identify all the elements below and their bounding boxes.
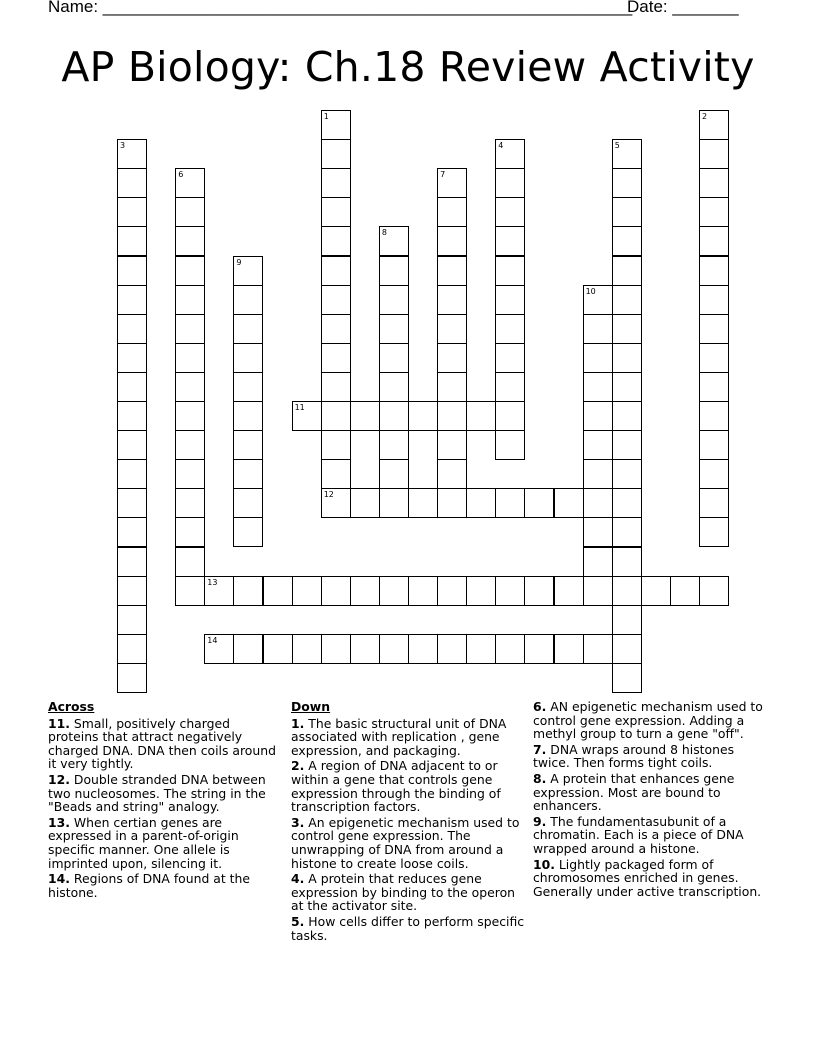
cell-number: 1 <box>323 112 329 121</box>
grid-cell[interactable] <box>408 576 438 606</box>
grid-cell[interactable] <box>437 314 467 344</box>
grid-cell[interactable] <box>117 663 147 693</box>
grid-cell[interactable] <box>437 226 467 256</box>
grid-cell[interactable] <box>583 517 613 547</box>
grid-cell[interactable] <box>233 285 263 315</box>
grid-cell[interactable] <box>437 372 467 402</box>
grid-cell[interactable] <box>321 168 351 198</box>
grid-cell[interactable] <box>699 314 729 344</box>
grid-cell[interactable] <box>699 488 729 518</box>
grid-cell[interactable] <box>612 517 642 547</box>
grid-cell[interactable] <box>612 401 642 431</box>
cell-number: 7 <box>440 170 446 180</box>
clue-number: 6. <box>533 699 547 714</box>
page-title: AP Biology: Ch.18 Review Activity <box>61 43 755 91</box>
grid-cell[interactable] <box>583 343 613 373</box>
grid-cell[interactable] <box>699 517 729 547</box>
grid-cell[interactable] <box>612 634 642 664</box>
grid-cell[interactable] <box>612 226 642 256</box>
grid-cell[interactable] <box>350 576 380 606</box>
grid-cell[interactable] <box>699 226 729 256</box>
cell-number: 14 <box>207 635 218 645</box>
grid-cell[interactable] <box>233 517 263 547</box>
grid-cell[interactable] <box>379 401 409 431</box>
grid-cell[interactable] <box>117 343 147 373</box>
grid-cell[interactable] <box>583 459 613 489</box>
clue-item <box>533 815 769 856</box>
grid-cell[interactable] <box>233 314 263 344</box>
grid-cell[interactable] <box>699 285 729 315</box>
grid-cell[interactable] <box>263 634 293 664</box>
clue-text: A region of DNA adjacent to or within a gene that controls gene expression through the binding of transcription factors. <box>291 758 501 815</box>
grid-cell[interactable] <box>583 576 613 606</box>
grid-cell[interactable] <box>437 401 467 431</box>
grid-cell[interactable] <box>175 314 205 344</box>
grid-cell[interactable] <box>495 343 525 373</box>
clue-item <box>48 717 284 771</box>
clue-text: When certian genes are expressed in a parent-of-origin specific manner. One allele is imprinted upon, silencing it. <box>48 814 239 871</box>
grid-cell[interactable] <box>292 576 322 606</box>
cell-number: 5 <box>614 141 620 151</box>
grid-cell[interactable] <box>437 459 467 489</box>
grid-cell[interactable] <box>495 576 525 606</box>
grid-cell[interactable] <box>583 634 613 664</box>
grid-cell[interactable] <box>583 547 613 577</box>
clue-number: 13. <box>48 814 70 830</box>
cell-number: 12 <box>323 490 334 500</box>
clue-item <box>533 772 769 813</box>
grid-cell[interactable] <box>117 459 147 489</box>
grid-cell[interactable] <box>379 372 409 402</box>
grid-cell[interactable] <box>350 634 380 664</box>
cell-number: 9 <box>236 257 242 267</box>
clue-number: 4. <box>291 871 305 887</box>
grid-cell[interactable] <box>612 576 642 606</box>
grid-cell[interactable] <box>699 372 729 402</box>
grid-cell[interactable] <box>175 576 205 606</box>
grid-cell[interactable] <box>175 197 205 227</box>
grid-cell[interactable] <box>379 576 409 606</box>
grid-cell[interactable] <box>175 256 205 286</box>
clue-number: 8. <box>533 770 547 786</box>
clue-number: 9. <box>533 813 547 829</box>
grid-cell[interactable] <box>379 488 409 518</box>
clue-text: AN epigenetic mechanism used to control gene expression. Adding a methyl group to turn a gene "off". <box>533 699 763 742</box>
grid-cell[interactable] <box>175 226 205 256</box>
grid-cell[interactable] <box>379 634 409 664</box>
clue-number: 5. <box>291 913 305 929</box>
grid-cell[interactable] <box>379 285 409 315</box>
grid-cell[interactable] <box>699 139 729 169</box>
clue-text: A protein that reduces gene expression by binding to the operon at the activator site. <box>291 871 516 914</box>
grid-cell[interactable] <box>612 663 642 693</box>
grid-cell[interactable] <box>495 634 525 664</box>
grid-cell[interactable] <box>524 576 554 606</box>
grid-cell[interactable] <box>350 488 380 518</box>
grid-cell[interactable] <box>612 547 642 577</box>
grid-cell[interactable] <box>699 576 729 606</box>
grid-cell[interactable] <box>699 401 729 431</box>
grid-cell[interactable] <box>175 343 205 373</box>
grid-cell[interactable] <box>437 285 467 315</box>
grid-cell[interactable] <box>437 343 467 373</box>
grid-cell[interactable] <box>670 576 700 606</box>
grid-cell[interactable] <box>612 605 642 635</box>
grid-cell[interactable] <box>495 285 525 315</box>
grid-cell[interactable] <box>292 634 322 664</box>
grid-cell[interactable] <box>117 256 147 286</box>
grid-cell[interactable] <box>524 488 554 518</box>
grid-cell[interactable] <box>495 314 525 344</box>
grid-cell[interactable] <box>612 285 642 315</box>
grid-cell[interactable] <box>408 488 438 518</box>
clue-item <box>48 773 284 814</box>
clue-text: An epigenetic mechanism used to control gene expression. The unwrapping of DNA from around a histone to create loose coils. <box>291 814 520 871</box>
grid-cell[interactable] <box>175 430 205 460</box>
grid-cell[interactable] <box>437 488 467 518</box>
grid-cell[interactable] <box>466 488 496 518</box>
clue-number: 2. <box>291 758 305 774</box>
cell-number: 13 <box>207 577 218 587</box>
grid-cell[interactable] <box>321 401 351 431</box>
grid-cell[interactable] <box>117 168 147 198</box>
clue-number: 10. <box>533 856 555 872</box>
grid-cell[interactable] <box>175 547 205 577</box>
grid-cell[interactable] <box>554 576 584 606</box>
clue-number: 11. <box>48 715 70 731</box>
down-clues <box>291 700 527 944</box>
cell-number: 2 <box>702 112 708 121</box>
grid-cell[interactable] <box>583 314 613 344</box>
grid-cell[interactable] <box>321 197 351 227</box>
grid-cell[interactable] <box>379 256 409 286</box>
grid-cell[interactable] <box>175 372 205 402</box>
grid-cell[interactable] <box>117 430 147 460</box>
clue-item <box>291 759 527 813</box>
grid-cell[interactable] <box>233 634 263 664</box>
clue-text: Small, positively charged proteins that attract negatively charged DNA. DNA then coils around it very tightly. <box>48 715 276 772</box>
grid-cell[interactable] <box>117 197 147 227</box>
clue-item <box>533 858 769 899</box>
grid-cell[interactable] <box>321 634 351 664</box>
clue-text: Double stranded DNA between two nucleosomes. The string in the "Beads and string" analogy. <box>48 771 266 815</box>
down-clues-continued <box>533 700 769 900</box>
grid-cell[interactable] <box>495 197 525 227</box>
grid-cell[interactable] <box>466 634 496 664</box>
cell-number: 10 <box>585 286 596 296</box>
cell-number: 3 <box>120 141 126 151</box>
grid-cell[interactable] <box>699 430 729 460</box>
grid-cell[interactable] <box>233 343 263 373</box>
grid-cell[interactable] <box>321 459 351 489</box>
name-field-label[interactable]: Name: ________________________________________________________ <box>48 0 633 16</box>
grid-cell[interactable] <box>117 372 147 402</box>
grid-cell[interactable] <box>612 343 642 373</box>
clue-item <box>533 743 769 770</box>
down-heading: Down <box>291 699 331 714</box>
clue-item <box>48 872 284 899</box>
grid-cell[interactable] <box>175 285 205 315</box>
grid-cell[interactable] <box>583 430 613 460</box>
grid-cell[interactable] <box>612 168 642 198</box>
clue-item <box>291 717 527 758</box>
grid-cell[interactable] <box>437 430 467 460</box>
grid-cell[interactable] <box>699 459 729 489</box>
grid-cell[interactable] <box>350 401 380 431</box>
grid-cell[interactable] <box>583 488 613 518</box>
grid-cell[interactable] <box>495 488 525 518</box>
cell-number: 6 <box>178 170 184 180</box>
grid-cell[interactable] <box>321 139 351 169</box>
grid-cell[interactable] <box>117 226 147 256</box>
clue-text: DNA wraps around 8 histones twice. Then forms tight coils. <box>533 741 735 771</box>
clue-text: How cells differ to perform specific tasks. <box>291 913 525 943</box>
grid-cell[interactable] <box>612 372 642 402</box>
grid-cell[interactable] <box>612 459 642 489</box>
grid-cell[interactable] <box>495 256 525 286</box>
grid-cell[interactable] <box>641 576 671 606</box>
grid-cell[interactable] <box>466 576 496 606</box>
clue-text: The fundamentasubunit of a chromatin. Each is a piece of DNA wrapped around a histone. <box>533 813 744 856</box>
grid-cell[interactable] <box>699 168 729 198</box>
grid-cell[interactable] <box>175 517 205 547</box>
grid-cell[interactable] <box>554 634 584 664</box>
grid-cell[interactable] <box>233 401 263 431</box>
grid-cell[interactable] <box>612 256 642 286</box>
clue-number: 1. <box>291 715 305 731</box>
grid-cell[interactable] <box>321 285 351 315</box>
grid-cell[interactable] <box>408 634 438 664</box>
clue-text: The basic structural unit of DNA associated with replication , gene expression, and packaging. <box>291 715 507 758</box>
grid-cell[interactable] <box>117 547 147 577</box>
grid-cell[interactable] <box>175 459 205 489</box>
grid-cell[interactable] <box>699 256 729 286</box>
grid-cell[interactable] <box>321 372 351 402</box>
grid-cell[interactable] <box>583 372 613 402</box>
clue-number: 12. <box>48 771 70 787</box>
grid-cell[interactable] <box>321 256 351 286</box>
date-field-label[interactable]: Date: _______ <box>627 0 739 16</box>
grid-cell[interactable] <box>233 430 263 460</box>
grid-cell[interactable] <box>612 197 642 227</box>
grid-cell[interactable] <box>495 168 525 198</box>
grid-cell[interactable] <box>437 197 467 227</box>
grid-cell[interactable] <box>524 634 554 664</box>
grid-cell[interactable] <box>117 605 147 635</box>
grid-cell[interactable] <box>175 488 205 518</box>
grid-cell[interactable] <box>612 430 642 460</box>
clue-item <box>533 700 769 741</box>
grid-cell[interactable] <box>495 372 525 402</box>
grid-cell[interactable] <box>699 197 729 227</box>
grid-cell[interactable] <box>437 256 467 286</box>
grid-cell[interactable] <box>437 634 467 664</box>
clue-text: Regions of DNA found at the histone. <box>48 871 251 900</box>
grid-cell[interactable] <box>117 517 147 547</box>
cell-number: 4 <box>498 141 504 151</box>
grid-cell[interactable] <box>495 226 525 256</box>
grid-cell[interactable] <box>117 576 147 606</box>
grid-cell[interactable] <box>117 488 147 518</box>
grid-cell[interactable] <box>495 401 525 431</box>
grid-cell[interactable] <box>117 314 147 344</box>
grid-cell[interactable] <box>583 401 613 431</box>
grid-cell[interactable] <box>699 343 729 373</box>
grid-cell[interactable] <box>233 576 263 606</box>
grid-cell[interactable] <box>263 576 293 606</box>
grid-cell[interactable] <box>379 343 409 373</box>
grid-cell[interactable] <box>321 343 351 373</box>
grid-cell[interactable] <box>408 401 438 431</box>
grid-cell[interactable] <box>466 401 496 431</box>
grid-cell[interactable] <box>554 488 584 518</box>
clue-item <box>291 872 527 913</box>
grid-cell[interactable] <box>117 634 147 664</box>
clue-text: Lightly packaged form of chromosomes enriched in genes. Generally under active transcription. <box>533 856 762 899</box>
across-heading: Across <box>48 699 95 714</box>
clue-number: 14. <box>48 871 70 887</box>
across-clues <box>48 700 284 901</box>
grid-cell[interactable] <box>233 459 263 489</box>
grid-cell[interactable] <box>379 459 409 489</box>
clue-item <box>291 816 527 870</box>
grid-cell[interactable] <box>117 285 147 315</box>
grid-cell[interactable] <box>612 488 642 518</box>
grid-cell[interactable] <box>612 314 642 344</box>
grid-cell[interactable] <box>495 430 525 460</box>
cell-number: 11 <box>294 403 305 412</box>
grid-cell[interactable] <box>321 576 351 606</box>
grid-cell[interactable] <box>321 226 351 256</box>
grid-cell[interactable] <box>321 314 351 344</box>
clue-item <box>291 915 527 942</box>
grid-cell[interactable] <box>175 401 205 431</box>
grid-cell[interactable] <box>379 430 409 460</box>
grid-cell[interactable] <box>321 430 351 460</box>
clue-number: 3. <box>291 814 305 830</box>
clue-number: 7. <box>533 741 547 757</box>
clue-text: A protein that enhances gene expression. Most are bound to enhancers. <box>533 770 735 814</box>
grid-cell[interactable] <box>233 488 263 518</box>
grid-cell[interactable] <box>233 372 263 402</box>
cell-number: 8 <box>381 228 387 238</box>
clue-item <box>48 816 284 870</box>
grid-cell[interactable] <box>379 314 409 344</box>
grid-cell[interactable] <box>117 401 147 431</box>
grid-cell[interactable] <box>437 576 467 606</box>
